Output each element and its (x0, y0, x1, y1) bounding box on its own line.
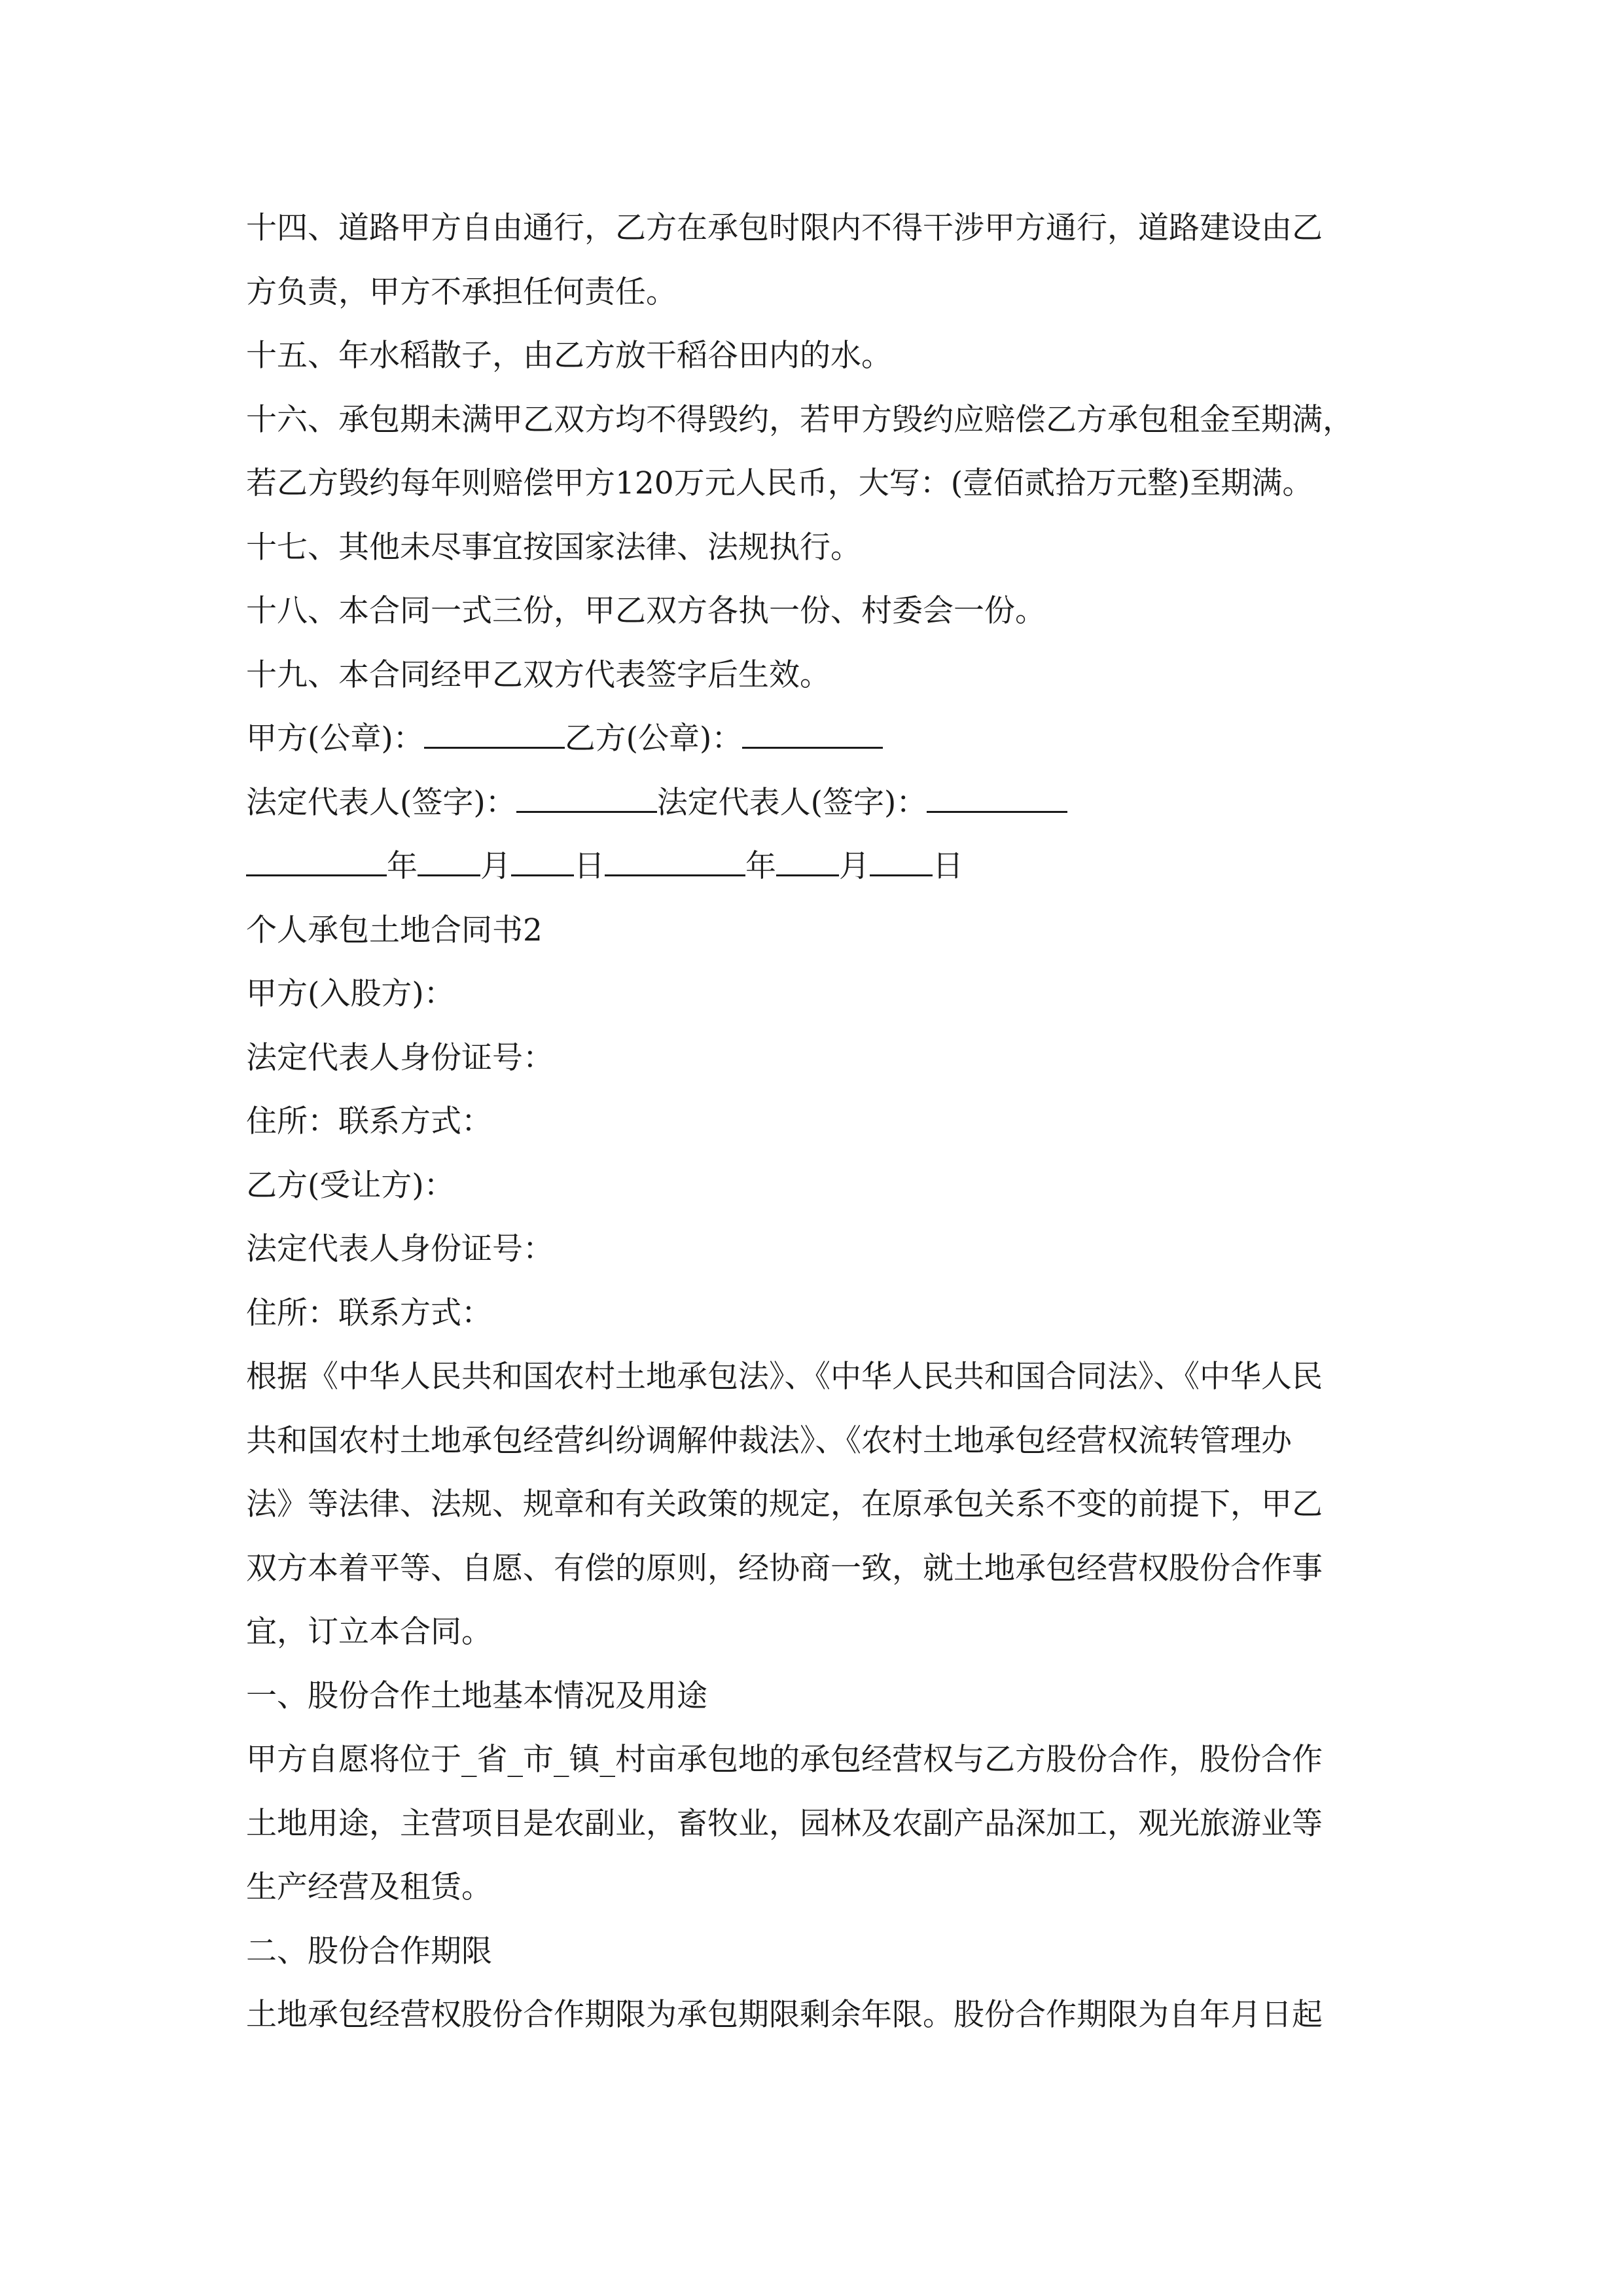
legal-rep-signature-line (246, 771, 1398, 835)
party-b-seal-label: 乙方(公章)： (564, 721, 743, 757)
clause-16-line-1: 十六、承包期未满甲乙双方均不得毁约，若甲方毁约应赔偿乙方承包租金至期满， (246, 401, 1353, 438)
month-a-label: 月 (480, 848, 511, 884)
year-b-blank (605, 842, 745, 876)
preamble-line-5: 宜，订立本合同。 (246, 1614, 492, 1650)
year-b-label: 年 (745, 848, 776, 884)
legal-rep-a-label: 法定代表人(签字)： (246, 784, 516, 821)
day-a-blank (511, 842, 574, 876)
clause-19: 十九、本合同经甲乙双方代表签字后生效。 (246, 656, 830, 693)
month-b-label: 月 (839, 848, 870, 884)
party-a-seal-blank (424, 714, 565, 749)
document-body (246, 196, 1398, 2047)
party-b-id-label: 法定代表人身份证号： (246, 1231, 554, 1267)
section-1-line-3: 生产经营及租赁。 (246, 1869, 492, 1905)
section-1-heading: 一、股份合作土地基本情况及用途 (246, 1677, 707, 1714)
day-a-label: 日 (574, 848, 605, 884)
clause-15: 十五、年水稻散子，由乙方放干稻谷田内的水。 (246, 338, 892, 374)
legal-rep-a-blank (516, 778, 657, 813)
preamble-line-1: 根据《中华人民共和国农村土地承包法》、《中华人民共和国合同法》、《中华人民 (246, 1359, 1323, 1395)
party-a-id-label: 法定代表人身份证号： (246, 1039, 554, 1076)
clause-18: 十八、本合同一式三份，甲乙双方各执一份、村委会一份。 (246, 593, 1046, 629)
year-a-blank (246, 842, 387, 876)
party-a-label: 甲方(入股方)： (246, 976, 455, 1012)
date-line (246, 834, 1398, 899)
month-a-blank (418, 842, 480, 876)
section-1-line-2: 土地用途，主营项目是农副业，畜牧业，园林及农副产品深加工，观光旅游业等 (246, 1805, 1323, 1842)
year-a-label: 年 (387, 848, 418, 884)
party-b-label: 乙方(受让方)： (246, 1167, 455, 1204)
preamble-line-3: 法》等法律、法规、规章和有关政策的规定，在原承包关系不变的前提下，甲乙 (246, 1486, 1323, 1522)
legal-rep-b-label: 法定代表人(签字)： (656, 784, 927, 821)
party-a-seal-label: 甲方(公章)： (246, 721, 424, 757)
party-a-address-label: 住所：联系方式： (246, 1103, 492, 1139)
legal-rep-b-blank (927, 778, 1067, 813)
section-1-line-1: 甲方自愿将位于_省_市_镇_村亩承包地的承包经营权与乙方股份合作，股份合作 (246, 1742, 1323, 1778)
day-b-label: 日 (933, 848, 963, 884)
day-b-blank (870, 842, 933, 876)
party-b-seal-blank (742, 714, 883, 749)
section-2-line-1: 土地承包经营权股份合作期限为承包期限剩余年限。股份合作期限为自年月日起 (246, 1997, 1323, 2033)
clause-14-line-2: 方负责，甲方不承担任何责任。 (246, 274, 677, 310)
clause-14-line-1: 十四、道路甲方自由通行，乙方在承包时限内不得干涉甲方通行，道路建设由乙 (246, 210, 1323, 246)
party-b-address-label: 住所：联系方式： (246, 1295, 492, 1331)
seal-line (246, 707, 1398, 771)
clause-16-line-2: 若乙方毁约每年则赔偿甲方120万元人民币，大写：(壹佰贰拾万元整)至期满。 (246, 465, 1313, 501)
preamble-line-2: 共和国农村土地承包经营纠纷调解仲裁法》、《农村土地承包经营权流转管理办 (246, 1422, 1292, 1459)
preamble-line-4: 双方本着平等、自愿、有偿的原则，经协商一致，就土地承包经营权股份合作事 (246, 1550, 1323, 1587)
clause-17: 十七、其他未尽事宜按国家法律、法规执行。 (246, 529, 861, 565)
month-b-blank (776, 842, 839, 876)
contract-2-title: 个人承包土地合同书2 (246, 912, 543, 948)
section-2-heading: 二、股份合作期限 (246, 1933, 492, 1969)
